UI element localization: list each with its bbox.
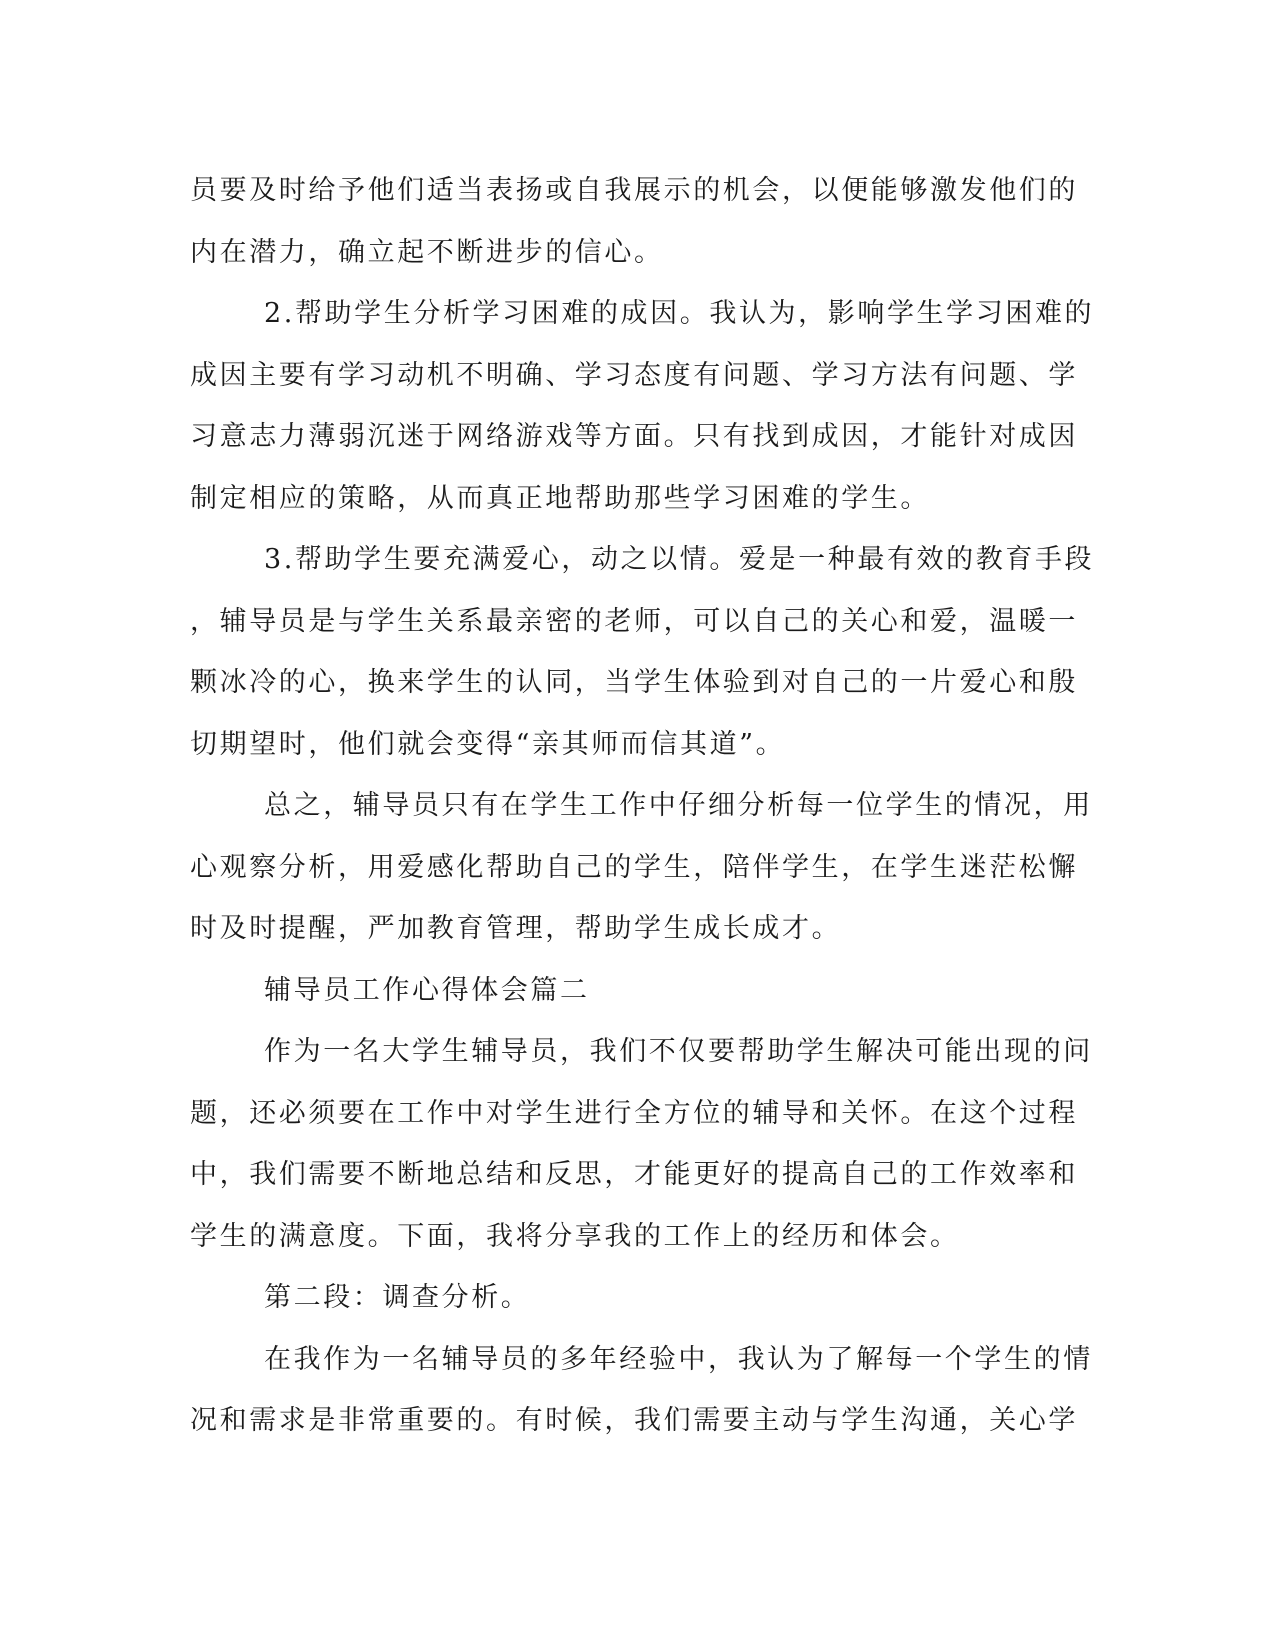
paragraph-line: 题，还必须要在工作中对学生进行全方位的辅导和关怀。在这个过程 bbox=[190, 1097, 1078, 1129]
paragraph-line: 内在潜力，确立起不断进步的信心。 bbox=[190, 236, 664, 268]
paragraph-line: 成因主要有学习动机不明确、学习态度有问题、学习方法有问题、学 bbox=[190, 359, 1078, 391]
paragraph-line: 作为一名大学生辅导员，我们不仅要帮助学生解决可能出现的问 bbox=[264, 1036, 1093, 1067]
paragraph-line: 切期望时，他们就会变得“亲其师而信其道”。 bbox=[190, 728, 786, 760]
paragraph-line: 制定相应的策略，从而真正地帮助那些学习困难的学生。 bbox=[190, 482, 930, 514]
paragraph-line: 员要及时给予他们适当表扬或自我展示的机会，以便能够激发他们的 bbox=[190, 175, 1078, 206]
paragraph-line: 总之，辅导员只有在学生工作中仔细分析每一位学生的情况，用 bbox=[264, 790, 1093, 821]
paragraph-line: 心观察分析，用爱感化帮助自己的学生，陪伴学生，在学生迷茫松懈 bbox=[190, 851, 1078, 883]
paragraph-line: 2.帮助学生分析学习困难的成因。我认为，影响学生学习困难的 bbox=[264, 298, 1095, 329]
section-heading: 辅导员工作心得体会篇二 bbox=[264, 974, 590, 1006]
paragraph-line: 3.帮助学生要充满爱心，动之以情。爱是一种最有效的教育手段 bbox=[264, 544, 1095, 575]
paragraph-line: ，辅导员是与学生关系最亲密的老师，可以自己的关心和爱，温暖一 bbox=[190, 605, 1078, 637]
paragraph-line: 时及时提醒，严加教育管理，帮助学生成长成才。 bbox=[190, 913, 842, 944]
paragraph-line: 颗冰冷的心，换来学生的认同，当学生体验到对自己的一片爱心和殷 bbox=[190, 667, 1078, 698]
paragraph-line: 在我作为一名辅导员的多年经验中，我认为了解每一个学生的情 bbox=[264, 1343, 1093, 1375]
paragraph-line: 况和需求是非常重要的。有时候，我们需要主动与学生沟通，关心学 bbox=[190, 1405, 1078, 1436]
paragraph-line: 学生的满意度。下面，我将分享我的工作上的经历和体会。 bbox=[190, 1220, 960, 1252]
paragraph-line: 中，我们需要不断地总结和反思，才能更好的提高自己的工作效率和 bbox=[190, 1159, 1078, 1190]
document-body bbox=[190, 160, 1095, 1452]
paragraph-line: 习意志力薄弱沉迷于网络游戏等方面。只有找到成因，才能针对成因 bbox=[190, 421, 1078, 452]
section-subheading: 第二段：调查分析。 bbox=[264, 1282, 531, 1313]
